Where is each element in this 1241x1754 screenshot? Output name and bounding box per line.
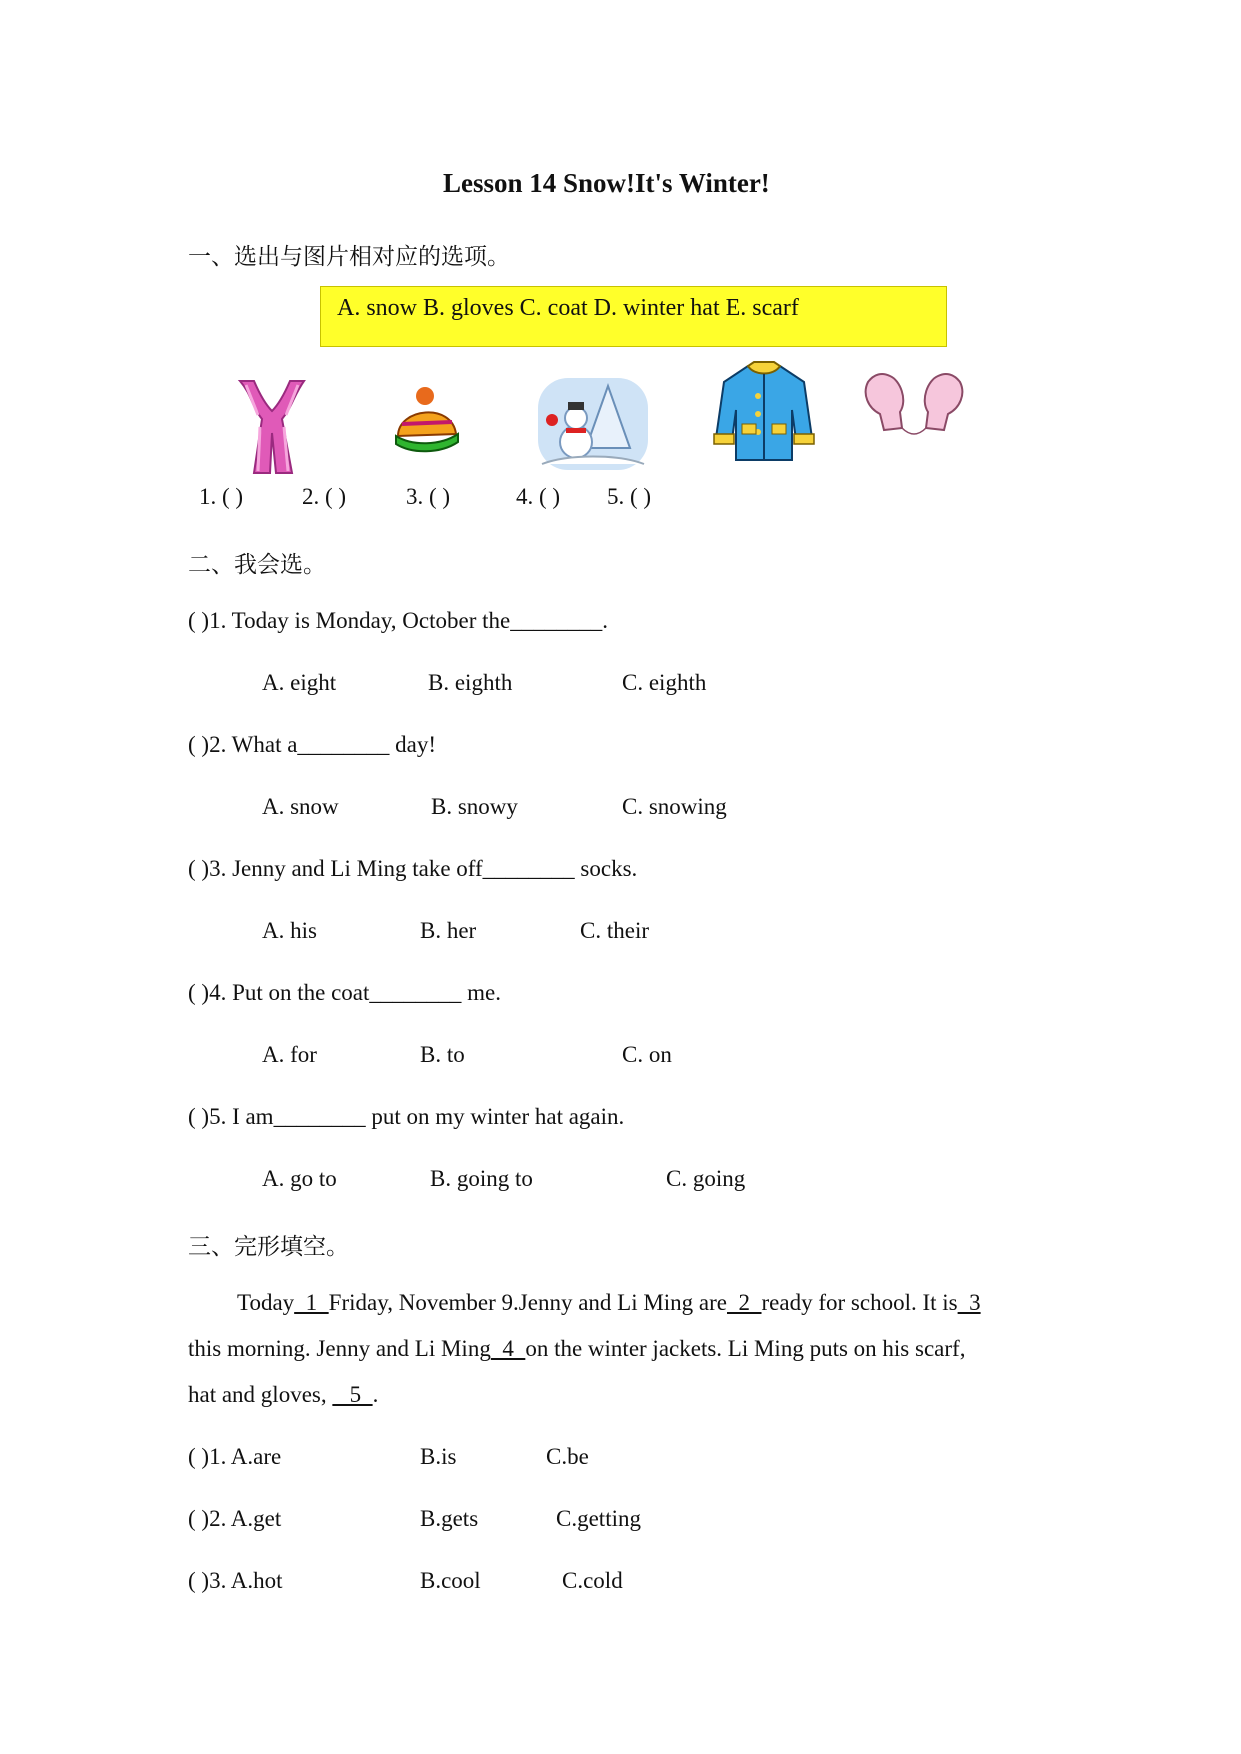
option-a: A. go to	[262, 1166, 337, 1191]
section-2-heading: 二、我会选。	[188, 552, 326, 577]
answer-blank-1[interactable]: 1. ( )	[199, 484, 244, 509]
option-b: B.is	[420, 1444, 457, 1469]
option-b: B. her	[420, 918, 477, 943]
coat-icon	[712, 360, 816, 464]
passage-text: .	[372, 1382, 379, 1407]
passage-line-1	[237, 1290, 981, 1316]
option-b: B.cool	[420, 1568, 481, 1593]
answer-blank-3[interactable]: 3. ( )	[406, 484, 451, 509]
option-b: B. snowy	[431, 794, 518, 819]
question-stem: ( )1. Today is Monday, October the________.	[188, 608, 608, 633]
passage-blank-3[interactable]: 3	[957, 1290, 981, 1315]
winter-hat-icon	[392, 384, 462, 456]
passage-line-3	[188, 1382, 378, 1408]
cloze-question: ( )1. A.are	[188, 1444, 282, 1469]
snowman-tree-icon	[538, 378, 648, 470]
passage-text: on the winter jackets. Li Ming puts on his scarf,	[525, 1336, 966, 1361]
option-c: C.getting	[556, 1506, 641, 1531]
question-stem: ( )2. What a________ day!	[188, 732, 437, 757]
answer-blank-4[interactable]: 4. ( )	[516, 484, 561, 509]
answer-blank-5[interactable]: 5. ( )	[607, 484, 652, 509]
option-c: C.cold	[562, 1568, 623, 1593]
passage-text: Today	[237, 1290, 295, 1315]
option-c: C. on	[622, 1042, 672, 1067]
option-c: C. snowing	[622, 794, 727, 819]
passage-text: hat and gloves,	[188, 1382, 333, 1407]
passage-blank-4[interactable]: 4	[490, 1336, 526, 1361]
passage-line-2	[188, 1336, 965, 1362]
passage-text: this morning. Jenny and Li Ming	[188, 1336, 491, 1361]
scarf-icon	[232, 377, 312, 477]
option-a: A. eight	[262, 670, 337, 695]
section-3-heading: 三、完形填空。	[188, 1234, 349, 1259]
cloze-question: ( )3. A.hot	[188, 1568, 283, 1593]
question-stem: ( )3. Jenny and Li Ming take off________ socks.	[188, 856, 638, 881]
question-stem: ( )4. Put on the coat________ me.	[188, 980, 502, 1005]
answer-blank-2[interactable]: 2. ( )	[302, 484, 347, 509]
option-c: C. eighth	[622, 670, 707, 695]
option-b: B. to	[420, 1042, 465, 1067]
option-c: C.be	[546, 1444, 589, 1469]
options-box: A. snow B. gloves C. coat D. winter hat E. scarf	[320, 286, 947, 347]
option-a: A. snow	[262, 794, 339, 819]
option-c: C. their	[580, 918, 649, 943]
passage-blank-1[interactable]: 1	[294, 1290, 329, 1315]
option-b: B. eighth	[428, 670, 513, 695]
passage-blank-2[interactable]: 2	[727, 1290, 762, 1315]
option-a: A. for	[262, 1042, 317, 1067]
cloze-question: ( )2. A.get	[188, 1506, 282, 1531]
section-1-heading: 一、选出与图片相对应的选项。	[188, 244, 510, 269]
passage-blank-5[interactable]: 5	[332, 1382, 373, 1407]
question-stem: ( )5. I am________ put on my winter hat again.	[188, 1104, 625, 1129]
option-b: B. going to	[430, 1166, 533, 1191]
mittens-icon	[860, 372, 968, 440]
page-title: Lesson 14 Snow!It's Winter!	[443, 168, 770, 198]
option-a: A. his	[262, 918, 317, 943]
option-b: B.gets	[420, 1506, 479, 1531]
passage-text: Friday, November 9.Jenny and Li Ming are	[328, 1290, 728, 1315]
option-c: C. going	[666, 1166, 746, 1191]
passage-text: ready for school. It is	[761, 1290, 958, 1315]
